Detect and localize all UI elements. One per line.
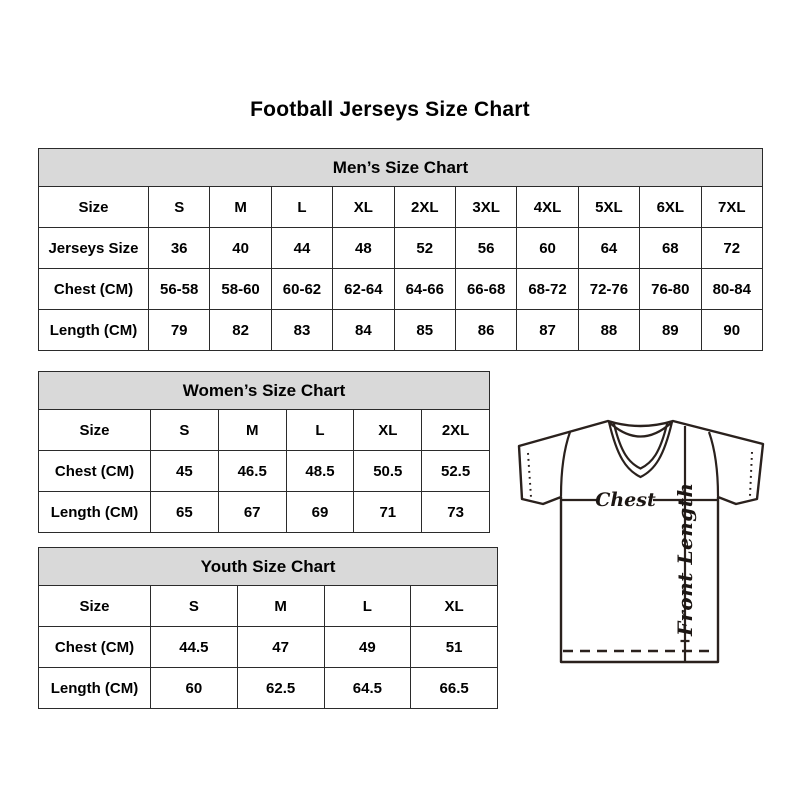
value-cell: XL [354,410,422,451]
table-row [39,627,498,668]
value-cell: 68 [640,228,701,269]
value-cell: S [149,187,210,228]
row-label-cell: Chest (CM) [39,269,149,310]
value-cell: 64 [578,228,639,269]
value-cell: 50.5 [354,451,422,492]
youth-table-title: Youth Size Chart [39,548,498,586]
value-cell: 66.5 [411,668,498,709]
value-cell: 67 [218,492,286,533]
row-label-cell: Size [39,187,149,228]
table-row [39,187,763,228]
value-cell: L [324,586,411,627]
value-cell: 80-84 [701,269,762,310]
value-cell: 68-72 [517,269,578,310]
table-row [39,451,490,492]
value-cell: XL [411,586,498,627]
value-cell: S [151,410,219,451]
value-cell: 3XL [455,187,516,228]
value-cell: 62-64 [333,269,394,310]
value-cell: 79 [149,310,210,351]
value-cell: 89 [640,310,701,351]
chest-label: Chest [595,489,656,511]
row-label-cell: Length (CM) [39,492,151,533]
value-cell: M [210,187,271,228]
value-cell: L [271,187,332,228]
row-label-cell: Length (CM) [39,310,149,351]
table-row [39,668,498,709]
row-label-cell: Size [39,586,151,627]
value-cell: 45 [151,451,219,492]
value-cell: 58-60 [210,269,271,310]
value-cell: M [237,586,324,627]
value-cell: 6XL [640,187,701,228]
value-cell: 48.5 [286,451,354,492]
value-cell: 84 [333,310,394,351]
value-cell: 60-62 [271,269,332,310]
value-cell: 49 [324,627,411,668]
row-label-cell: Chest (CM) [39,451,151,492]
value-cell: 85 [394,310,455,351]
value-cell: 64.5 [324,668,411,709]
value-cell: 47 [237,627,324,668]
value-cell: 90 [701,310,762,351]
table-row [39,492,490,533]
value-cell: 65 [151,492,219,533]
womens-table-title: Women’s Size Chart [39,372,490,410]
youth-table-body [39,586,498,709]
value-cell: 2XL [422,410,490,451]
value-cell: 4XL [517,187,578,228]
jersey-front-illustration [505,400,775,690]
table-row [39,586,498,627]
value-cell: 52.5 [422,451,490,492]
value-cell: 73 [422,492,490,533]
table-row [39,410,490,451]
value-cell: 66-68 [455,269,516,310]
value-cell: 48 [333,228,394,269]
value-cell: 72-76 [578,269,639,310]
value-cell: 44.5 [151,627,238,668]
table-row [39,228,763,269]
womens-size-table [38,371,490,533]
value-cell: 69 [286,492,354,533]
value-cell: 40 [210,228,271,269]
mens-size-table [38,148,763,351]
mens-table-title: Men’s Size Chart [39,149,763,187]
value-cell: 83 [271,310,332,351]
table-header-row [39,149,763,187]
row-label-cell: Chest (CM) [39,627,151,668]
value-cell: 72 [701,228,762,269]
table-header-row [39,372,490,410]
value-cell: 62.5 [237,668,324,709]
womens-table-body [39,410,490,533]
mens-table-body [39,187,763,351]
value-cell: 5XL [578,187,639,228]
table-row [39,269,763,310]
value-cell: 60 [517,228,578,269]
value-cell: 2XL [394,187,455,228]
value-cell: 76-80 [640,269,701,310]
jersey-outline [519,421,763,662]
value-cell: XL [333,187,394,228]
row-label-cell: Jerseys Size [39,228,149,269]
value-cell: 56 [455,228,516,269]
value-cell: 52 [394,228,455,269]
value-cell: 51 [411,627,498,668]
value-cell: 86 [455,310,516,351]
value-cell: 71 [354,492,422,533]
value-cell: 46.5 [218,451,286,492]
row-label-cell: Size [39,410,151,451]
front-length-label: Front Length [673,482,697,636]
table-header-row [39,548,498,586]
jersey-measurement-diagram [505,400,775,690]
value-cell: 82 [210,310,271,351]
table-row [39,310,763,351]
value-cell: 44 [271,228,332,269]
value-cell: 36 [149,228,210,269]
youth-size-table [38,547,498,709]
row-label-cell: Length (CM) [39,668,151,709]
value-cell: S [151,586,238,627]
value-cell: 7XL [701,187,762,228]
value-cell: 56-58 [149,269,210,310]
value-cell: 88 [578,310,639,351]
page-title: Football Jerseys Size Chart [250,98,530,121]
value-cell: L [286,410,354,451]
value-cell: 87 [517,310,578,351]
value-cell: 64-66 [394,269,455,310]
value-cell: M [218,410,286,451]
value-cell: 60 [151,668,238,709]
